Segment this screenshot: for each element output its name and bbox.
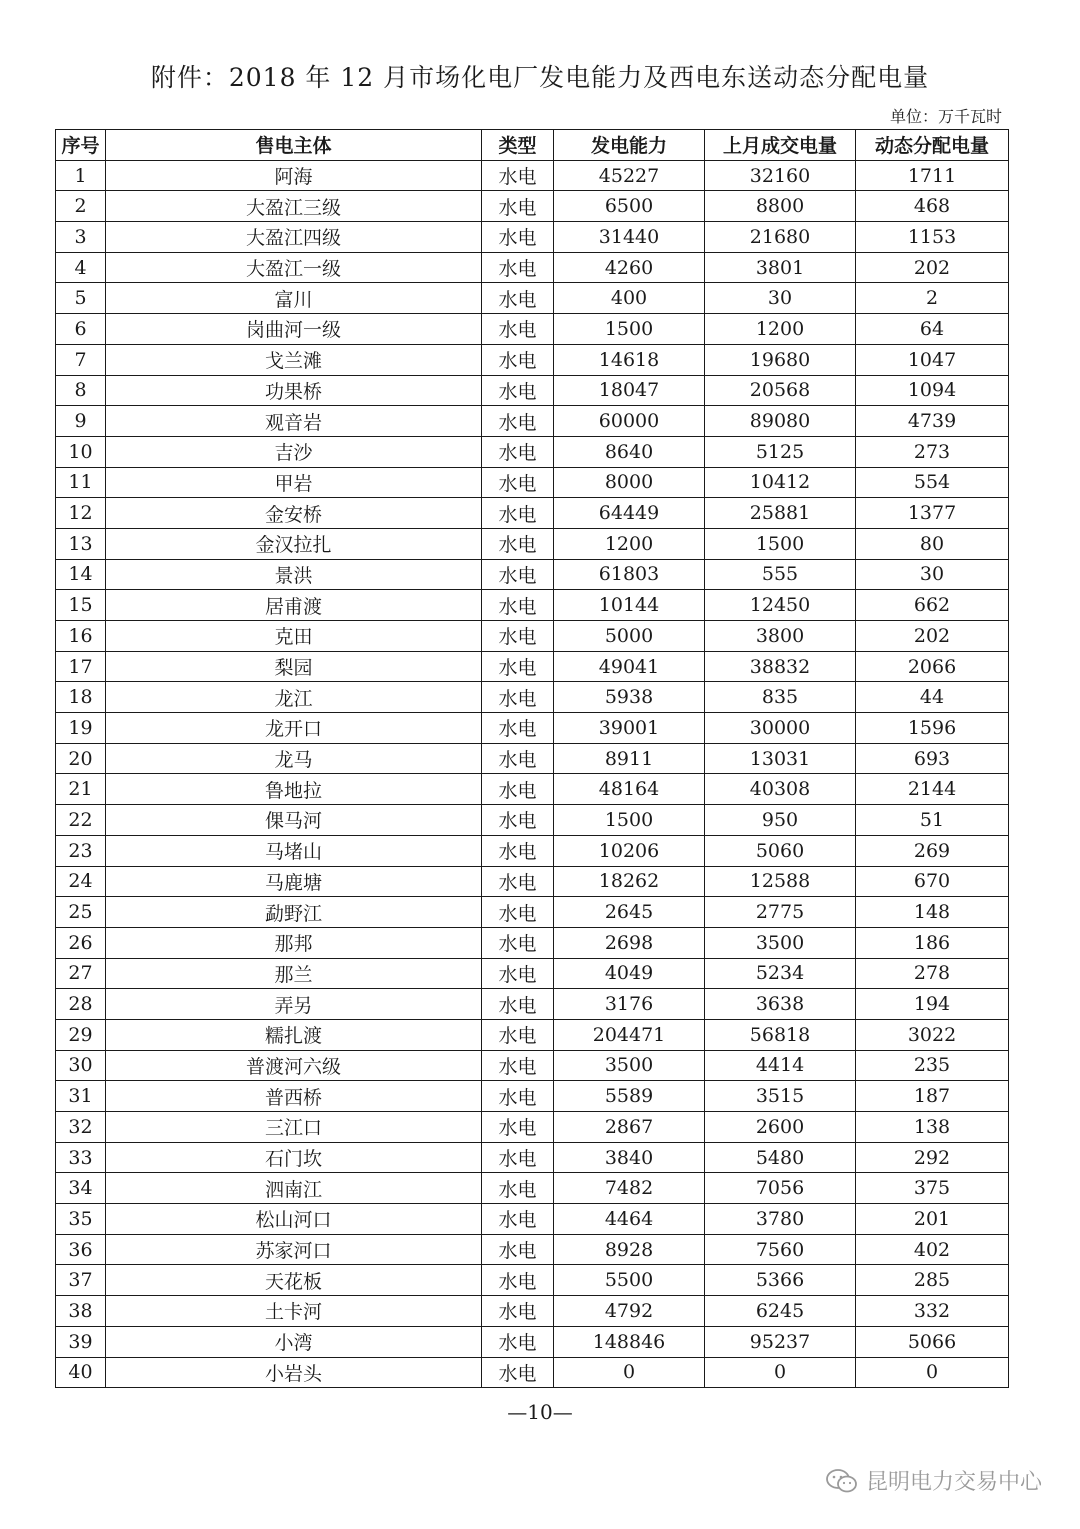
cell-capacity: 3840 [554, 1142, 705, 1173]
cell-capacity: 1500 [554, 314, 705, 345]
cell-dynamic: 1596 [856, 713, 1009, 744]
cell-capacity: 8640 [554, 436, 705, 467]
cell-capacity: 45227 [554, 160, 705, 191]
cell-last-month: 6245 [705, 1296, 856, 1327]
table-row [56, 283, 1009, 314]
cell-index: 39 [56, 1326, 106, 1357]
table-row [56, 897, 1009, 928]
table-row [56, 1050, 1009, 1081]
cell-capacity: 5589 [554, 1081, 705, 1112]
cell-index: 13 [56, 528, 106, 559]
cell-index: 20 [56, 743, 106, 774]
cell-dynamic: 1094 [856, 375, 1009, 406]
cell-dynamic: 4739 [856, 406, 1009, 437]
watermark-text: 昆明电力交易中心 [865, 1470, 1042, 1495]
cell-seller: 岗曲河一级 [106, 314, 482, 345]
cell-seller: 龙开口 [106, 713, 482, 744]
cell-capacity: 5938 [554, 682, 705, 713]
cell-capacity: 31440 [554, 222, 705, 253]
cell-seller: 弄另 [106, 989, 482, 1020]
cell-capacity: 2698 [554, 927, 705, 958]
table-row [56, 989, 1009, 1020]
cell-type: 水电 [482, 1204, 554, 1235]
cell-capacity: 39001 [554, 713, 705, 744]
cell-seller: 金汉拉扎 [106, 528, 482, 559]
cell-capacity: 2867 [554, 1112, 705, 1143]
cell-seller: 那邦 [106, 927, 482, 958]
cell-index: 37 [56, 1265, 106, 1296]
cell-last-month: 7560 [705, 1234, 856, 1265]
cell-seller: 勐野江 [106, 897, 482, 928]
table-row [56, 682, 1009, 713]
cell-last-month: 3500 [705, 927, 856, 958]
cell-index: 12 [56, 498, 106, 529]
cell-dynamic: 51 [856, 805, 1009, 836]
cell-last-month: 2775 [705, 897, 856, 928]
cell-last-month: 10412 [705, 467, 856, 498]
cell-dynamic: 186 [856, 927, 1009, 958]
cell-type: 水电 [482, 958, 554, 989]
cell-type: 水电 [482, 559, 554, 590]
cell-capacity: 4260 [554, 252, 705, 283]
cell-seller: 居甫渡 [106, 590, 482, 621]
cell-capacity: 3500 [554, 1050, 705, 1081]
cell-type: 水电 [482, 1142, 554, 1173]
cell-type: 水电 [482, 682, 554, 713]
cell-dynamic: 138 [856, 1112, 1009, 1143]
cell-capacity: 5000 [554, 621, 705, 652]
cell-dynamic: 2 [856, 283, 1009, 314]
cell-capacity: 18262 [554, 866, 705, 897]
cell-last-month: 835 [705, 682, 856, 713]
cell-capacity: 6500 [554, 191, 705, 222]
cell-seller: 龙江 [106, 682, 482, 713]
cell-capacity: 61803 [554, 559, 705, 590]
table-row [56, 1173, 1009, 1204]
header-dynamic: 动态分配电量 [856, 130, 1009, 161]
cell-capacity: 5500 [554, 1265, 705, 1296]
cell-last-month: 20568 [705, 375, 856, 406]
cell-index: 3 [56, 222, 106, 253]
table-row [56, 344, 1009, 375]
cell-capacity: 0 [554, 1357, 705, 1388]
cell-dynamic: 670 [856, 866, 1009, 897]
cell-type: 水电 [482, 1112, 554, 1143]
cell-dynamic: 693 [856, 743, 1009, 774]
cell-dynamic: 201 [856, 1204, 1009, 1235]
cell-index: 2 [56, 191, 106, 222]
cell-dynamic: 269 [856, 835, 1009, 866]
cell-dynamic: 2066 [856, 651, 1009, 682]
table-row [56, 160, 1009, 191]
cell-seller: 富川 [106, 283, 482, 314]
cell-capacity: 2645 [554, 897, 705, 928]
cell-capacity: 4792 [554, 1296, 705, 1327]
cell-type: 水电 [482, 1081, 554, 1112]
cell-type: 水电 [482, 528, 554, 559]
cell-type: 水电 [482, 897, 554, 928]
cell-seller: 土卡河 [106, 1296, 482, 1327]
page-number: —10— [507, 1400, 573, 1424]
cell-seller: 金安桥 [106, 498, 482, 529]
cell-dynamic: 278 [856, 958, 1009, 989]
cell-capacity: 3176 [554, 989, 705, 1020]
table-row [56, 1265, 1009, 1296]
cell-type: 水电 [482, 835, 554, 866]
cell-type: 水电 [482, 375, 554, 406]
cell-type: 水电 [482, 467, 554, 498]
cell-type: 水电 [482, 252, 554, 283]
cell-last-month: 56818 [705, 1019, 856, 1050]
cell-type: 水电 [482, 283, 554, 314]
cell-index: 32 [56, 1112, 106, 1143]
cell-type: 水电 [482, 1296, 554, 1327]
cell-type: 水电 [482, 713, 554, 744]
cell-dynamic: 187 [856, 1081, 1009, 1112]
cell-type: 水电 [482, 406, 554, 437]
cell-last-month: 5060 [705, 835, 856, 866]
cell-type: 水电 [482, 927, 554, 958]
table-header-row [56, 130, 1009, 161]
cell-index: 23 [56, 835, 106, 866]
cell-dynamic: 80 [856, 528, 1009, 559]
cell-type: 水电 [482, 1357, 554, 1388]
cell-last-month: 19680 [705, 344, 856, 375]
header-capacity: 发电能力 [554, 130, 705, 161]
cell-capacity: 14618 [554, 344, 705, 375]
cell-last-month: 5480 [705, 1142, 856, 1173]
cell-index: 27 [56, 958, 106, 989]
header-seller: 售电主体 [106, 130, 482, 161]
cell-index: 11 [56, 467, 106, 498]
table-body [56, 160, 1009, 1388]
table-row [56, 1142, 1009, 1173]
cell-capacity: 204471 [554, 1019, 705, 1050]
cell-dynamic: 148 [856, 897, 1009, 928]
table-row [56, 1081, 1009, 1112]
cell-capacity: 1500 [554, 805, 705, 836]
cell-dynamic: 2144 [856, 774, 1009, 805]
watermark [826, 1465, 1042, 1496]
cell-seller: 景洪 [106, 559, 482, 590]
cell-seller: 大盈江一级 [106, 252, 482, 283]
cell-last-month: 89080 [705, 406, 856, 437]
cell-seller: 天花板 [106, 1265, 482, 1296]
cell-type: 水电 [482, 1173, 554, 1204]
cell-dynamic: 64 [856, 314, 1009, 345]
header-last-month: 上月成交电量 [705, 130, 856, 161]
table-row [56, 1326, 1009, 1357]
cell-seller: 普渡河六级 [106, 1050, 482, 1081]
cell-dynamic: 202 [856, 621, 1009, 652]
cell-index: 17 [56, 651, 106, 682]
cell-index: 5 [56, 283, 106, 314]
cell-type: 水电 [482, 1234, 554, 1265]
cell-last-month: 38832 [705, 651, 856, 682]
cell-type: 水电 [482, 1050, 554, 1081]
cell-seller: 甲岩 [106, 467, 482, 498]
cell-type: 水电 [482, 222, 554, 253]
header-type: 类型 [482, 130, 554, 161]
header-index: 序号 [56, 130, 106, 161]
cell-capacity: 4464 [554, 1204, 705, 1235]
cell-type: 水电 [482, 989, 554, 1020]
cell-index: 22 [56, 805, 106, 836]
cell-last-month: 21680 [705, 222, 856, 253]
table-row [56, 375, 1009, 406]
cell-last-month: 0 [705, 1357, 856, 1388]
cell-capacity: 400 [554, 283, 705, 314]
cell-last-month: 5234 [705, 958, 856, 989]
cell-dynamic: 375 [856, 1173, 1009, 1204]
cell-seller: 石门坎 [106, 1142, 482, 1173]
cell-seller: 克田 [106, 621, 482, 652]
cell-dynamic: 292 [856, 1142, 1009, 1173]
cell-type: 水电 [482, 1265, 554, 1296]
cell-seller: 糯扎渡 [106, 1019, 482, 1050]
cell-index: 30 [56, 1050, 106, 1081]
cell-index: 19 [56, 713, 106, 744]
cell-last-month: 3638 [705, 989, 856, 1020]
cell-index: 15 [56, 590, 106, 621]
cell-capacity: 18047 [554, 375, 705, 406]
table-row [56, 252, 1009, 283]
cell-index: 4 [56, 252, 106, 283]
cell-index: 38 [56, 1296, 106, 1327]
cell-index: 7 [56, 344, 106, 375]
cell-seller: 鲁地拉 [106, 774, 482, 805]
table-row [56, 467, 1009, 498]
cell-index: 8 [56, 375, 106, 406]
table-row [56, 222, 1009, 253]
cell-seller: 梨园 [106, 651, 482, 682]
cell-dynamic: 1153 [856, 222, 1009, 253]
table-row [56, 621, 1009, 652]
cell-dynamic: 1377 [856, 498, 1009, 529]
table-row [56, 1112, 1009, 1143]
cell-last-month: 2600 [705, 1112, 856, 1143]
cell-dynamic: 202 [856, 252, 1009, 283]
cell-type: 水电 [482, 743, 554, 774]
cell-index: 33 [56, 1142, 106, 1173]
cell-dynamic: 30 [856, 559, 1009, 590]
cell-type: 水电 [482, 805, 554, 836]
cell-capacity: 10144 [554, 590, 705, 621]
table-row [56, 805, 1009, 836]
cell-last-month: 13031 [705, 743, 856, 774]
cell-seller: 大盈江三级 [106, 191, 482, 222]
cell-dynamic: 235 [856, 1050, 1009, 1081]
cell-index: 29 [56, 1019, 106, 1050]
table-row [56, 927, 1009, 958]
cell-seller: 苏家河口 [106, 1234, 482, 1265]
cell-seller: 龙马 [106, 743, 482, 774]
cell-index: 9 [56, 406, 106, 437]
table-row [56, 774, 1009, 805]
cell-index: 10 [56, 436, 106, 467]
cell-capacity: 64449 [554, 498, 705, 529]
cell-dynamic: 0 [856, 1357, 1009, 1388]
cell-index: 14 [56, 559, 106, 590]
cell-index: 16 [56, 621, 106, 652]
wechat-icon [826, 1468, 858, 1494]
cell-seller: 小岩头 [106, 1357, 482, 1388]
cell-last-month: 95237 [705, 1326, 856, 1357]
cell-seller: 三江口 [106, 1112, 482, 1143]
cell-dynamic: 1711 [856, 160, 1009, 191]
table-row [56, 1296, 1009, 1327]
cell-last-month: 3800 [705, 621, 856, 652]
unit-label: 单位：万千瓦时 [889, 107, 1002, 126]
cell-index: 40 [56, 1357, 106, 1388]
cell-seller: 大盈江四级 [106, 222, 482, 253]
cell-dynamic: 554 [856, 467, 1009, 498]
cell-last-month: 32160 [705, 160, 856, 191]
table-row [56, 835, 1009, 866]
cell-index: 28 [56, 989, 106, 1020]
table-row [56, 191, 1009, 222]
cell-seller: 泗南江 [106, 1173, 482, 1204]
cell-last-month: 3801 [705, 252, 856, 283]
table-row [56, 1204, 1009, 1235]
cell-last-month: 1200 [705, 314, 856, 345]
cell-last-month: 30 [705, 283, 856, 314]
table-row [56, 1357, 1009, 1388]
cell-dynamic: 332 [856, 1296, 1009, 1327]
table-row [56, 528, 1009, 559]
table-row [56, 958, 1009, 989]
cell-type: 水电 [482, 1326, 554, 1357]
cell-capacity: 148846 [554, 1326, 705, 1357]
cell-dynamic: 1047 [856, 344, 1009, 375]
cell-seller: 功果桥 [106, 375, 482, 406]
cell-index: 18 [56, 682, 106, 713]
cell-dynamic: 194 [856, 989, 1009, 1020]
cell-capacity: 49041 [554, 651, 705, 682]
cell-last-month: 3780 [705, 1204, 856, 1235]
cell-seller: 倮马河 [106, 805, 482, 836]
cell-capacity: 4049 [554, 958, 705, 989]
cell-index: 24 [56, 866, 106, 897]
cell-type: 水电 [482, 774, 554, 805]
cell-type: 水电 [482, 314, 554, 345]
table-row [56, 651, 1009, 682]
cell-capacity: 8928 [554, 1234, 705, 1265]
cell-index: 35 [56, 1204, 106, 1235]
cell-index: 34 [56, 1173, 106, 1204]
cell-seller: 阿海 [106, 160, 482, 191]
cell-type: 水电 [482, 1019, 554, 1050]
cell-last-month: 8800 [705, 191, 856, 222]
table-row [56, 713, 1009, 744]
cell-index: 25 [56, 897, 106, 928]
cell-seller: 马鹿塘 [106, 866, 482, 897]
allocation-table [55, 129, 1009, 1388]
cell-last-month: 3515 [705, 1081, 856, 1112]
cell-dynamic: 285 [856, 1265, 1009, 1296]
cell-seller: 观音岩 [106, 406, 482, 437]
cell-seller: 松山河口 [106, 1204, 482, 1235]
cell-last-month: 7056 [705, 1173, 856, 1204]
cell-last-month: 12450 [705, 590, 856, 621]
cell-capacity: 7482 [554, 1173, 705, 1204]
cell-index: 21 [56, 774, 106, 805]
cell-type: 水电 [482, 344, 554, 375]
cell-seller: 戈兰滩 [106, 344, 482, 375]
cell-seller: 马堵山 [106, 835, 482, 866]
cell-dynamic: 402 [856, 1234, 1009, 1265]
cell-dynamic: 662 [856, 590, 1009, 621]
cell-dynamic: 468 [856, 191, 1009, 222]
cell-type: 水电 [482, 590, 554, 621]
cell-index: 26 [56, 927, 106, 958]
cell-last-month: 25881 [705, 498, 856, 529]
table-row [56, 1234, 1009, 1265]
cell-dynamic: 3022 [856, 1019, 1009, 1050]
cell-seller: 普西桥 [106, 1081, 482, 1112]
cell-type: 水电 [482, 621, 554, 652]
table-row [56, 743, 1009, 774]
table-row [56, 498, 1009, 529]
cell-capacity: 8000 [554, 467, 705, 498]
cell-last-month: 555 [705, 559, 856, 590]
table-row [56, 590, 1009, 621]
table-row [56, 866, 1009, 897]
cell-dynamic: 44 [856, 682, 1009, 713]
cell-dynamic: 5066 [856, 1326, 1009, 1357]
cell-index: 36 [56, 1234, 106, 1265]
cell-type: 水电 [482, 651, 554, 682]
cell-last-month: 40308 [705, 774, 856, 805]
cell-last-month: 12588 [705, 866, 856, 897]
cell-type: 水电 [482, 436, 554, 467]
cell-type: 水电 [482, 498, 554, 529]
cell-seller: 吉沙 [106, 436, 482, 467]
cell-index: 6 [56, 314, 106, 345]
cell-capacity: 1200 [554, 528, 705, 559]
cell-capacity: 60000 [554, 406, 705, 437]
cell-seller: 小湾 [106, 1326, 482, 1357]
table-row [56, 406, 1009, 437]
cell-capacity: 8911 [554, 743, 705, 774]
cell-type: 水电 [482, 160, 554, 191]
cell-type: 水电 [482, 191, 554, 222]
cell-capacity: 10206 [554, 835, 705, 866]
cell-seller: 那兰 [106, 958, 482, 989]
cell-dynamic: 273 [856, 436, 1009, 467]
table-row [56, 436, 1009, 467]
cell-capacity: 48164 [554, 774, 705, 805]
cell-last-month: 1500 [705, 528, 856, 559]
table-row [56, 559, 1009, 590]
cell-last-month: 30000 [705, 713, 856, 744]
cell-last-month: 4414 [705, 1050, 856, 1081]
cell-last-month: 950 [705, 805, 856, 836]
cell-last-month: 5366 [705, 1265, 856, 1296]
cell-last-month: 5125 [705, 436, 856, 467]
table-row [56, 314, 1009, 345]
cell-index: 31 [56, 1081, 106, 1112]
document-title: 附件：2018 年 12 月市场化电厂发电能力及西电东送动态分配电量 [150, 63, 930, 92]
cell-index: 1 [56, 160, 106, 191]
table-row [56, 1019, 1009, 1050]
cell-type: 水电 [482, 866, 554, 897]
